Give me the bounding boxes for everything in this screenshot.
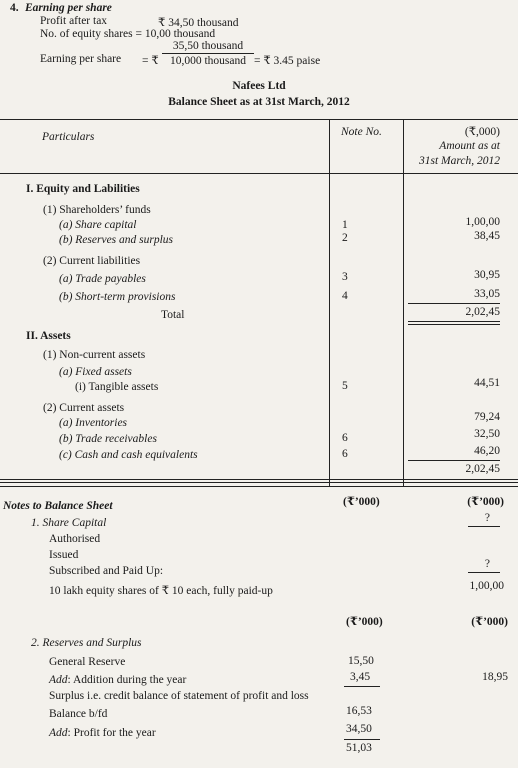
table-header-rule bbox=[0, 173, 518, 174]
reserves-surplus-label: (b) Reserves and surplus bbox=[59, 234, 174, 246]
header-amount-date: 31st March, 2012 bbox=[418, 155, 500, 167]
trade-receivables-note: 6 bbox=[342, 432, 348, 444]
header-note-no: Note No. bbox=[341, 126, 382, 138]
trade-receivables-amount: 32,50 bbox=[474, 428, 500, 440]
share-capital-label: (a) Share capital bbox=[59, 219, 137, 231]
note2-balance-amount: 16,53 bbox=[346, 705, 372, 717]
current-liabilities-label: (2) Current liabilities bbox=[43, 255, 141, 267]
short-term-provisions-note: 4 bbox=[342, 290, 348, 302]
total-rule-below-1 bbox=[408, 321, 500, 322]
tangible-assets-amount: 44,51 bbox=[474, 377, 500, 389]
note1-subscribed-amount: ? bbox=[484, 558, 490, 570]
inventories-label: (a) Inventories bbox=[59, 417, 128, 429]
header-amount-as-at: Amount as at bbox=[439, 140, 500, 152]
note2-title: 2. Reserves and Surplus bbox=[31, 637, 142, 649]
note2-profit-row bbox=[49, 727, 156, 739]
trade-receivables-label: (b) Trade receivables bbox=[59, 433, 157, 445]
total-label: Total bbox=[161, 309, 185, 321]
header-amount-unit: (₹,000) bbox=[464, 126, 500, 138]
table-bottom-rule-2 bbox=[0, 482, 518, 483]
note2-add-word: Add bbox=[49, 674, 68, 686]
column-divider-note bbox=[329, 119, 330, 487]
note2-sum-amount: 51,03 bbox=[346, 742, 372, 754]
note1-subscribed: Subscribed and Paid Up: bbox=[49, 565, 164, 577]
eps-numerator: 35,50 thousand bbox=[162, 39, 254, 54]
tangible-assets-label: (i) Tangible assets bbox=[75, 381, 159, 393]
note2-addition-rule bbox=[344, 686, 380, 687]
table-bottom-rule-3 bbox=[0, 486, 518, 487]
cash-equivalents-note: 6 bbox=[342, 448, 348, 460]
eps-heading-number: 4. bbox=[10, 2, 19, 14]
notes-unit-right: (₹’000) bbox=[467, 496, 504, 508]
note1-title: 1. Share Capital bbox=[31, 517, 107, 529]
note2-profit-amount: 34,50 bbox=[346, 723, 372, 735]
notes-title: Notes to Balance Sheet bbox=[3, 500, 113, 512]
note2-add-word-2: Add bbox=[49, 727, 68, 739]
assets-heading: II. Assets bbox=[26, 330, 71, 342]
note2-surplus: Surplus i.e. credit balance of statement of profit and loss bbox=[49, 690, 309, 702]
table-bottom-rule-1 bbox=[0, 479, 518, 480]
note1-authorised-rule bbox=[468, 526, 500, 527]
note1-issued: Issued bbox=[49, 549, 79, 561]
trade-payables-label: (a) Trade payables bbox=[59, 273, 146, 285]
note2-unit-mid: (₹’000) bbox=[346, 616, 383, 628]
note1-shares-amount: 1,00,00 bbox=[469, 580, 504, 592]
note2-addition-label: : Addition during the year bbox=[67, 674, 187, 686]
current-assets-label: (2) Current assets bbox=[43, 402, 125, 414]
non-current-assets-label: (1) Non-current assets bbox=[43, 349, 146, 361]
note2-general-reserve-amount: 15,50 bbox=[348, 655, 374, 667]
eps-heading: Earning per share bbox=[25, 2, 112, 14]
note2-profit-rule bbox=[344, 739, 380, 740]
equity-liabilities-heading: I. Equity and Labilities bbox=[26, 183, 140, 195]
note1-subscribed-rule bbox=[468, 572, 500, 573]
share-capital-note: 1 bbox=[342, 219, 348, 231]
eps-denominator: 10,000 thousand bbox=[169, 55, 247, 67]
table-top-rule bbox=[0, 119, 518, 120]
cash-equivalents-amount: 46,20 bbox=[474, 445, 500, 457]
shareholders-funds-label: (1) Shareholders’ funds bbox=[43, 204, 151, 216]
tangible-assets-note: 5 bbox=[342, 380, 348, 392]
eps-label: Earning per share bbox=[40, 53, 122, 65]
note2-addition-amount: 3,45 bbox=[350, 671, 371, 683]
note1-authorised-amount: ? bbox=[484, 512, 490, 524]
fixed-assets-label: (a) Fixed assets bbox=[59, 366, 132, 378]
cash-equivalents-label: (c) Cash and cash equivalents bbox=[59, 449, 198, 461]
eps-equals: = ₹ bbox=[142, 55, 159, 67]
total-rule-below-2 bbox=[408, 324, 500, 325]
note2-profit-label: : Profit for the year bbox=[67, 727, 156, 739]
trade-payables-amount: 30,95 bbox=[474, 269, 500, 281]
note1-authorised: Authorised bbox=[49, 533, 101, 545]
note1-shares: 10 lakh equity shares of ₹ 10 each, fully paid-up bbox=[49, 585, 273, 597]
eps-result: = ₹ 3.45 paise bbox=[254, 55, 321, 67]
total-rule-above bbox=[408, 303, 500, 304]
note2-addition-row bbox=[49, 674, 186, 686]
assets-total-amount: 2,02,45 bbox=[465, 463, 500, 475]
eps-profit-label: Profit after tax bbox=[40, 15, 108, 27]
reserves-surplus-amount: 38,45 bbox=[474, 230, 500, 242]
trade-payables-note: 3 bbox=[342, 271, 348, 283]
note2-unit-right: (₹’000) bbox=[471, 616, 508, 628]
eps-shares-label: No. of equity shares = 10,00 thousand bbox=[40, 28, 216, 40]
header-particulars: Particulars bbox=[42, 131, 95, 143]
total-amount: 2,02,45 bbox=[465, 306, 500, 318]
short-term-provisions-amount: 33,05 bbox=[474, 288, 500, 300]
assets-total-rule-above bbox=[408, 460, 500, 461]
note2-general-reserve: General Reserve bbox=[49, 656, 126, 668]
reserves-surplus-note: 2 bbox=[342, 232, 348, 244]
note2-general-total: 18,95 bbox=[482, 671, 508, 683]
eps-profit-value: ₹ 34,50 thousand bbox=[158, 17, 239, 29]
inventories-amount: 79,24 bbox=[474, 411, 500, 423]
notes-unit-mid: (₹’000) bbox=[343, 496, 380, 508]
share-capital-amount: 1,00,00 bbox=[465, 216, 500, 228]
short-term-provisions-label: (b) Short-term provisions bbox=[59, 291, 176, 303]
balance-sheet-title: Balance Sheet as at 31st March, 2012 bbox=[168, 96, 350, 108]
note2-balance-bfd: Balance b/fd bbox=[49, 708, 108, 720]
eps-fraction bbox=[162, 39, 254, 68]
company-name: Nafees Ltd bbox=[232, 80, 286, 92]
